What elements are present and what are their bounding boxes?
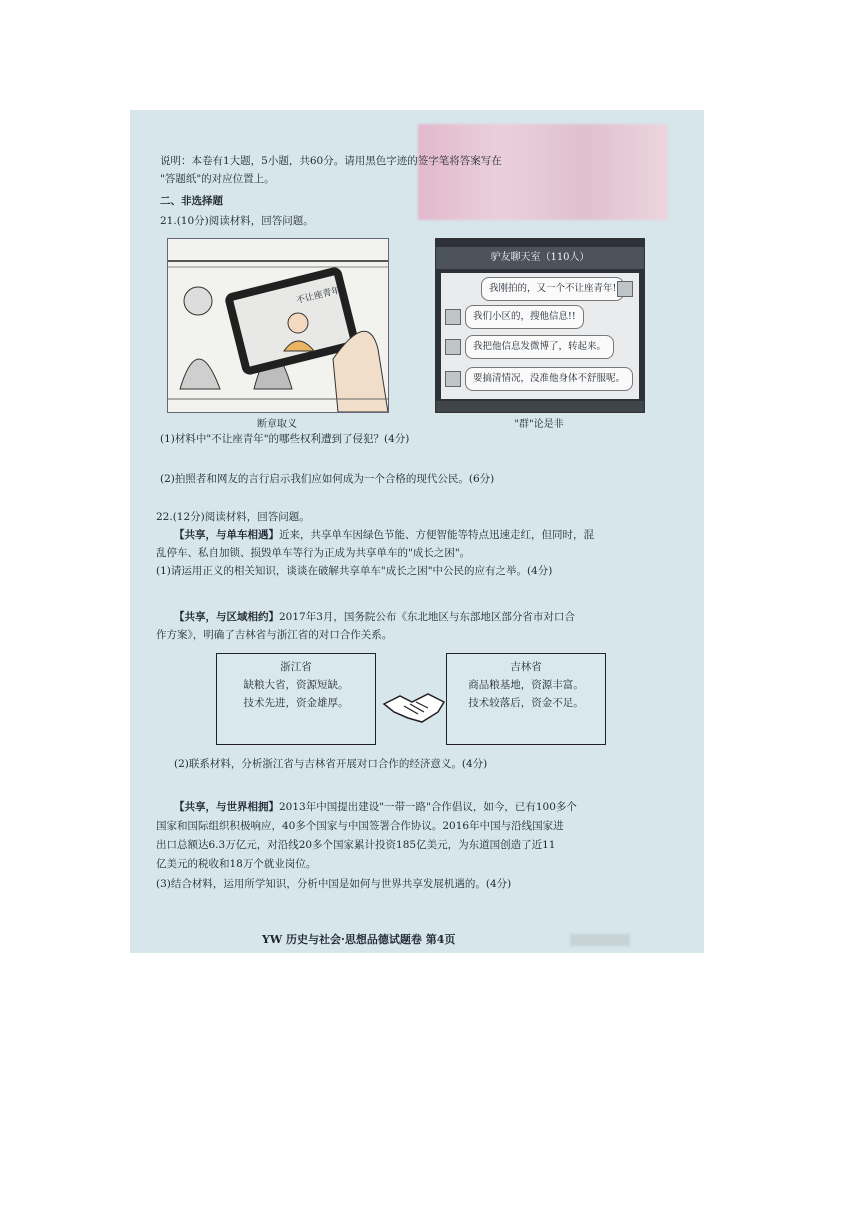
- user-avatar-icon: [445, 371, 461, 387]
- bus-scene-drawing: [168, 239, 388, 412]
- q22-part3-line1: 【共享，与世界相拥】2013年中国提出建设"一带一路"合作倡议，如今，已有100多个: [174, 801, 577, 813]
- instructions-line-1: 说明：本卷有1大题，5小题，共60分。请用黑色字迹的签字笔将答案写在: [160, 155, 502, 167]
- user-avatar-icon: [445, 309, 461, 325]
- zhejiang-line1: 缺粮大省，资源短缺。: [243, 679, 349, 691]
- chat-screenshot: [435, 238, 645, 413]
- q22-stem: 22.(12分)阅读材料，回答问题。: [156, 511, 310, 523]
- q22-part1-line1: 【共享，与单车相遇】近来，共享单车因绿色节能、方便智能等特点迅速走红，但同时，混: [174, 529, 594, 541]
- chat-message-4: 要搞清情况，没准他身体不舒服呢。: [465, 367, 633, 391]
- page-footer: YW 历史与社会·思想品德试题卷 第4页: [262, 933, 456, 946]
- q22-part2-line1: 【共享，与区域相约】2017年3月，国务院公布《东北地区与东部地区部分省市对口合: [174, 611, 575, 623]
- bus-photo-illustration: [167, 238, 389, 413]
- chat-input-bar: [436, 401, 644, 412]
- chat-message-3: 我把他信息发微博了，转起来。: [465, 335, 614, 359]
- handshake-icon: [382, 682, 446, 730]
- zhejiang-title: 浙江省: [280, 661, 312, 673]
- q22-part3-line2: 国家和国际组织积极响应，40多个国家与中国签署合作协议。2016年中国与沿线国家进: [156, 820, 564, 832]
- instructions-line-2: "答题纸"的对应位置上。: [160, 173, 275, 185]
- jilin-box: [446, 653, 606, 745]
- q21-stem: 21.(10分)阅读材料，回答问题。: [160, 215, 314, 227]
- left-image-caption: 断章取义: [257, 419, 297, 430]
- jilin-line1: 商品粮基地，资源丰富。: [468, 679, 584, 691]
- chat-message-2: 我们小区的，搜他信息!!: [465, 305, 584, 329]
- chat-messages: [441, 273, 639, 399]
- user-avatar-icon: [445, 339, 461, 355]
- chat-message-1: 我刚拍的，又一个不让座青年!: [481, 277, 624, 301]
- q22-sub1: (1)请运用正义的相关知识，谈谈在破解共享单车"成长之困"中公民的应有之举。(4分): [156, 565, 553, 577]
- q22-part2-line2: 作方案》，明确了吉林省与浙江省的对口合作关系。: [156, 629, 393, 641]
- jilin-title: 吉林省: [510, 661, 542, 673]
- q22-sub3: (3)结合材料，运用所学知识，分析中国是如何与世界共享发展机遇的。(4分): [156, 878, 512, 890]
- chat-room-title: 驴友聊天室（110人）: [436, 247, 644, 269]
- q22-part3-line4: 亿美元的税收和18万个就业岗位。: [156, 858, 317, 870]
- zhejiang-line2: 技术先进，资金雄厚。: [243, 697, 349, 709]
- exam-page: [130, 110, 704, 953]
- jilin-line2: 技术较落后，资金不足。: [468, 697, 584, 709]
- q21-sub2: (2)拍照者和网友的言行启示我们应如何成为一个合格的现代公民。(6分): [160, 473, 495, 485]
- section-title: 二、非选择题: [160, 195, 223, 207]
- no-seat-sign: 不让座青年: [295, 285, 342, 307]
- redacted-footer: [570, 934, 630, 946]
- q22-part1-line2: 乱停车、私自加锁、损毁单车等行为正成为共享单车的"成长之困"。: [156, 547, 471, 559]
- q22-part3-line3: 出口总额达6.3万亿元，对沿线20多个国家累计投资185亿美元，为东道国创造了近11: [156, 839, 556, 851]
- q21-sub1: (1)材料中"不让座青年"的哪些权利遭到了侵犯？(4分): [160, 433, 410, 445]
- user-avatar-icon: [617, 281, 633, 297]
- q22-sub2: (2)联系材料，分析浙江省与吉林省开展对口合作的经济意义。(4分): [174, 758, 488, 770]
- right-image-caption: "群"论是非: [514, 419, 564, 430]
- zhejiang-box: [216, 653, 376, 745]
- redacted-area: [418, 124, 668, 220]
